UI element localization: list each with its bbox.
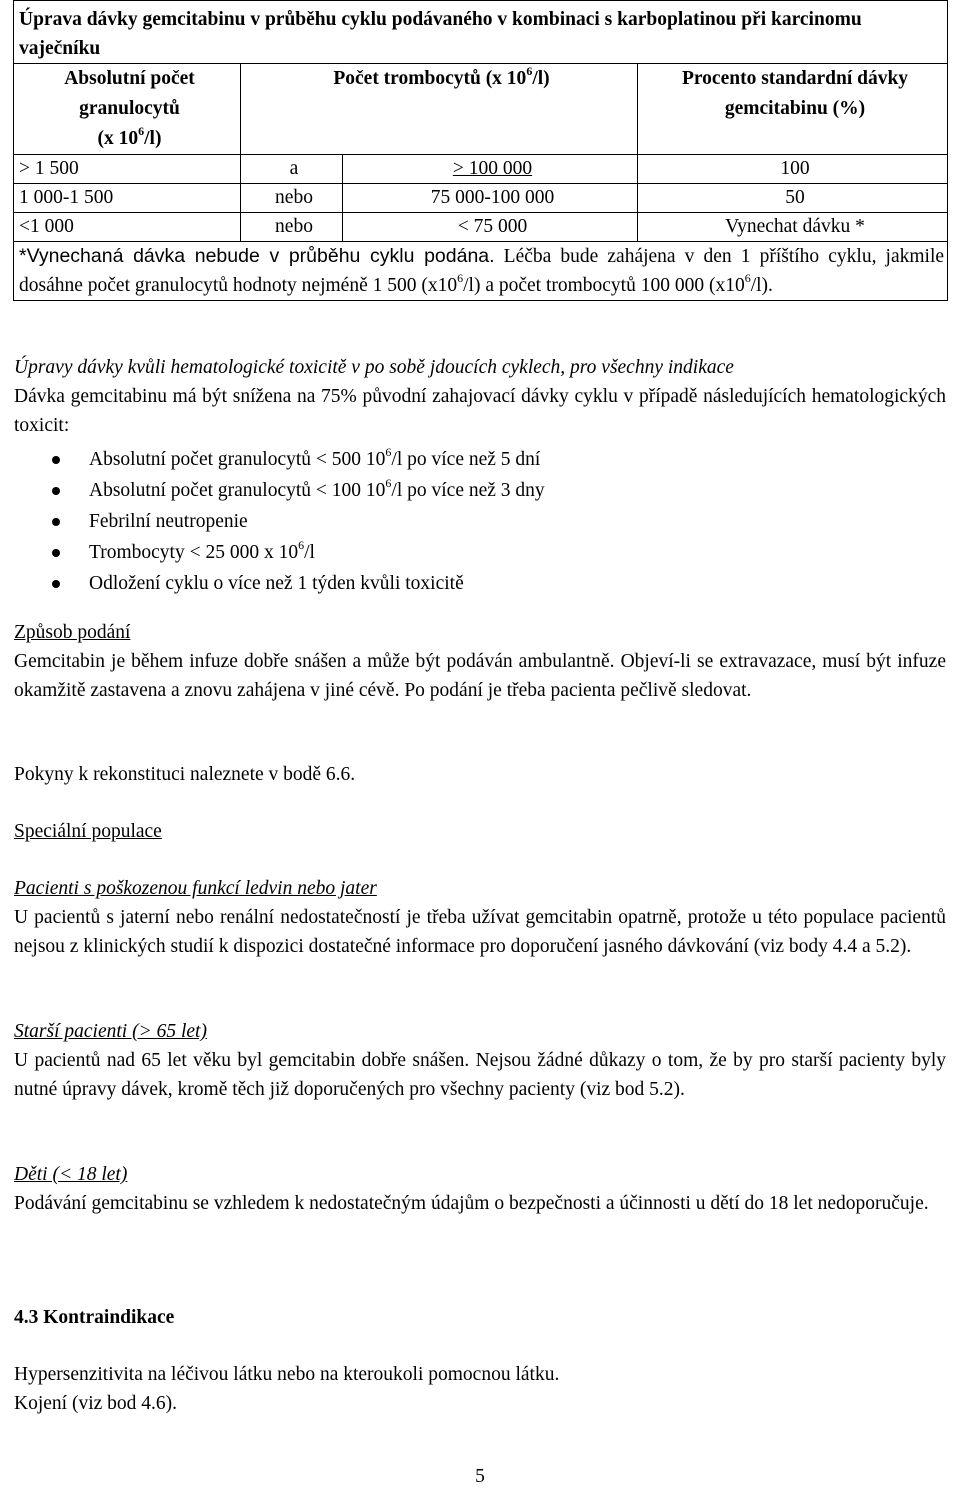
bullet-icon	[52, 549, 60, 557]
table-row	[14, 184, 948, 213]
administration-heading: Způsob podání	[14, 622, 131, 643]
list-item: Odložení cyklu o více než 1 týden kvůli toxicitě	[14, 568, 946, 599]
contraindications-heading: 4.3 Kontraindikace	[14, 1307, 175, 1328]
toxicity-intro: Dávka gemcitabinu má být snížena na 75% původní zahajovací dávky cyklu v případě následujících hematologických toxicit:	[14, 386, 946, 436]
special-populations-heading: Speciální populace	[14, 821, 162, 842]
cell-conj: a	[241, 155, 343, 184]
list-item: Absolutní počet granulocytů < 500 $10^6/l$ po více než 5 dní	[14, 444, 946, 475]
table-footnote: *Vynechaná dávka nebude v průběhu cyklu podána. Léčba bude zahájena v den 1 příštího cyklu, jakmile dosáhne počet granulocytů hodnoty nejméně 1 500 $(x10^6/l)$ a počet trombocytů 100 000 $(x10^6/l)$.	[14, 242, 948, 301]
cell-percent: 100	[638, 155, 948, 184]
cell-granulocytes: <1 000	[14, 213, 241, 242]
administration-section	[14, 618, 946, 705]
table-row	[14, 213, 948, 242]
toxicity-heading: Úpravy dávky kvůli hematologické toxicitě v po sobě jdoucích cyklech, pro všechny indikace	[14, 357, 734, 378]
dose-adjustment-table	[13, 0, 948, 301]
header-granulocytes: Absolutní počet granulocytů (x $10^6/l$)	[14, 64, 241, 155]
cell-platelets: < 75 000	[343, 213, 638, 242]
elderly-text: U pacientů nad 65 let věku byl gemcitabin dobře snášen. Nejsou žádné důkazy o tom, že by pro starší pacienty byly nutné úpravy dávek, kromě těch již doporučených pro všechny pacienty (viz bod 5.2).	[14, 1050, 946, 1100]
header-platelets: Počet trombocytů (x $10^6/l$)	[241, 64, 638, 155]
list-item: Trombocyty < 25 000 x $10^6/l$	[14, 537, 946, 568]
cell-platelets: 75 000-100 000	[343, 184, 638, 213]
renal-text: U pacientů s jaterní nebo renální nedostatečností je třeba užívat gemcitabin opatrně, protože u této populace pacientů nejsou z klinických studií k dispozici dostatečné informace pro doporučení jasného dávkování (viz body 4.4 a 5.2).	[14, 907, 946, 957]
contraindications-text	[14, 1360, 946, 1418]
table-row	[14, 155, 948, 184]
toxicity-list	[14, 444, 946, 599]
children-text: Podávání gemcitabinu se vzhledem k nedostatečným údajům o bezpečnosti a účinnosti u dětí do 18 let nedoporučuje.	[14, 1193, 929, 1214]
renal-section	[14, 874, 946, 961]
bullet-icon	[52, 580, 60, 588]
bullet-icon	[52, 518, 60, 526]
children-heading: Děti (< 18 let)	[14, 1164, 128, 1185]
elderly-section	[14, 1017, 946, 1104]
elderly-heading: Starší pacienti (> 65 let)	[14, 1021, 207, 1042]
list-item: Absolutní počet granulocytů < 100 $10^6/l$ po více než 3 dny	[14, 475, 946, 506]
document-page	[14, 0, 946, 1487]
bullet-icon	[52, 456, 60, 464]
reconstitution-note: Pokyny k rekonstituci naleznete v bodě 6.6.	[14, 764, 356, 785]
cell-percent: Vynechat dávku *	[638, 213, 948, 242]
cell-granulocytes: 1 000-1 500	[14, 184, 241, 213]
list-item: Febrilní neutropenie	[14, 506, 946, 537]
bullet-icon	[52, 487, 60, 495]
header-percent: Procento standardní dávky gemcitabinu (%)	[638, 64, 948, 155]
cell-platelets: > 100 000	[343, 155, 638, 184]
cell-percent: 50	[638, 184, 948, 213]
toxicity-section	[14, 353, 946, 599]
administration-text: Gemcitabin je během infuze dobře snášen a může být podáván ambulantně. Objeví-li se extravazace, musí být infuze okamžitě zastavena a znovu zahájena v jiné cévě. Po podání je třeba pacienta pečlivě sledovat.	[14, 651, 946, 701]
cell-granulocytes: > 1 500	[14, 155, 241, 184]
contraindication-line: Hypersenzitivita na léčivou látku nebo na kteroukoli pomocnou látku.	[14, 1364, 560, 1385]
table-title: Úprava dávky gemcitabinu v průběhu cyklu podávaného v kombinaci s karboplatinou při karcinomu vaječníku	[14, 1, 948, 64]
renal-heading: Pacienti s poškozenou funkcí ledvin nebo jater	[14, 878, 377, 899]
contraindication-line: Kojení (viz bod 4.6).	[14, 1393, 178, 1414]
cell-conj: nebo	[241, 213, 343, 242]
children-section	[14, 1160, 946, 1218]
page-number: 5	[475, 1466, 485, 1487]
cell-conj: nebo	[241, 184, 343, 213]
